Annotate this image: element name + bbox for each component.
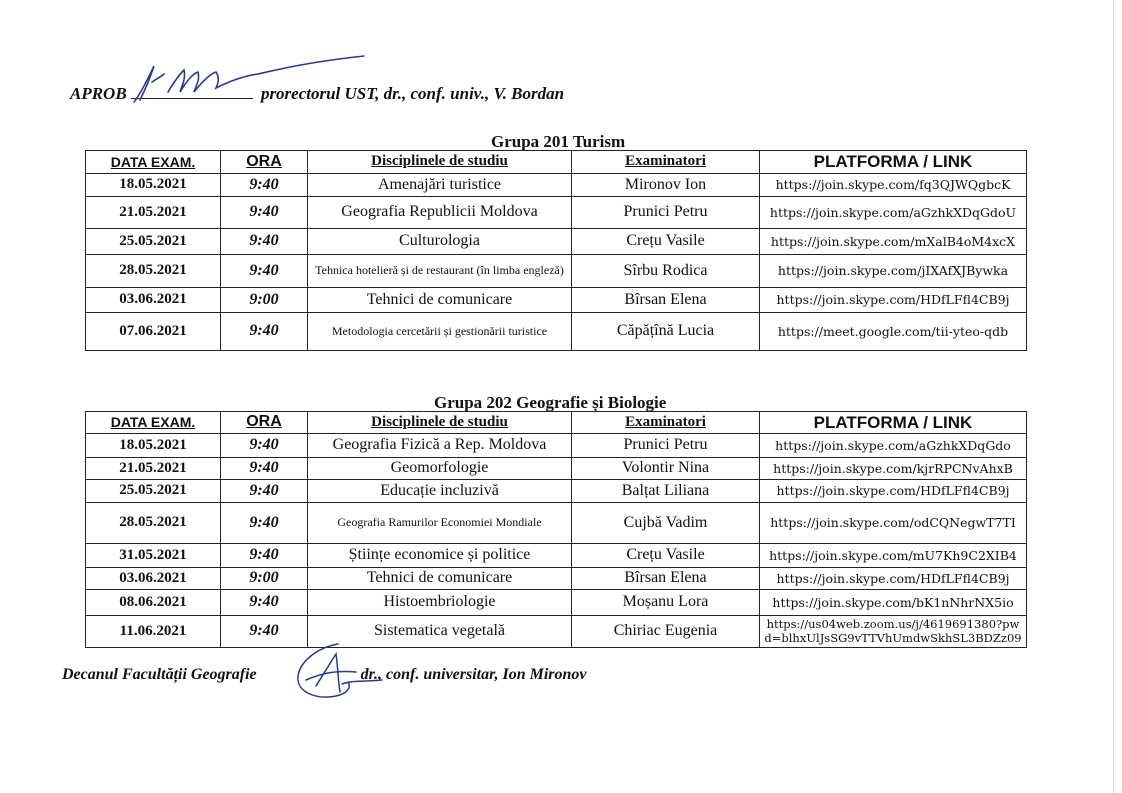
cell-discipline: Metodologia cercetării și gestionării turistice xyxy=(308,313,572,351)
cell-date: 21.05.2021 xyxy=(86,197,221,229)
table-row xyxy=(86,458,1027,480)
cell-discipline: Tehnici de comunicare xyxy=(308,568,572,590)
table-row xyxy=(86,229,1027,255)
cell-date: 18.05.2021 xyxy=(86,434,221,458)
cell-discipline: Culturologia xyxy=(308,229,572,255)
cell-link[interactable]: https://join.skype.com/kjrRPCNvAhxB xyxy=(760,458,1027,480)
cell-examiner: Prunici Petru xyxy=(572,197,760,229)
cell-discipline: Geografia Fizică a Rep. Moldova xyxy=(308,434,572,458)
cell-link[interactable]: https://join.skype.com/HDfLFfl4CB9j xyxy=(760,480,1027,503)
cell-discipline: Geografia Ramurilor Economiei Mondiale xyxy=(308,503,572,544)
signature-blank xyxy=(131,84,253,99)
cell-time: 9:40 xyxy=(221,174,308,197)
cell-date: 18.05.2021 xyxy=(86,174,221,197)
cell-link[interactable]: https://join.skype.com/aGzhkXDqGdo xyxy=(760,434,1027,458)
approval-line xyxy=(70,84,564,104)
cell-time: 9:40 xyxy=(221,544,308,568)
header-platform: PLATFORMA / LINK xyxy=(760,412,1027,434)
table-header-row xyxy=(86,151,1027,174)
cell-examiner: Balțat Liliana xyxy=(572,480,760,503)
cell-examiner: Volontir Nina xyxy=(572,458,760,480)
cell-time: 9:40 xyxy=(221,229,308,255)
cell-discipline: Geografia Republicii Moldova xyxy=(308,197,572,229)
cell-examiner: Cujbă Vadim xyxy=(572,503,760,544)
cell-date: 03.06.2021 xyxy=(86,288,221,313)
approval-label: APROB xyxy=(70,84,127,103)
cell-link[interactable]: https://join.skype.com/bK1nNhrNX5io xyxy=(760,590,1027,616)
table-row xyxy=(86,174,1027,197)
cell-date: 28.05.2021 xyxy=(86,255,221,288)
table-row xyxy=(86,616,1027,648)
cell-link[interactable]: https://join.skype.com/fq3QJWQgbcK xyxy=(760,174,1027,197)
cell-examiner: Căpățînă Lucia xyxy=(572,313,760,351)
group-202-title: Grupa 202 Geografie și Biologie xyxy=(434,393,667,412)
approval-text: prorectorul UST, dr., conf. univ., V. Bordan xyxy=(260,84,565,103)
table-row xyxy=(86,544,1027,568)
cell-link[interactable]: https://join.skype.com/HDfLFfl4CB9j xyxy=(760,568,1027,590)
schedule-table-201 xyxy=(85,150,1027,351)
table-row xyxy=(86,255,1027,288)
cell-examiner: Crețu Vasile xyxy=(572,544,760,568)
cell-time: 9:40 xyxy=(221,616,308,648)
cell-time: 9:40 xyxy=(221,255,308,288)
table-row xyxy=(86,568,1027,590)
cell-examiner: Bîrsan Elena xyxy=(572,568,760,590)
group-201-title: Grupa 201 Turism xyxy=(491,132,626,151)
header-platform: PLATFORMA / LINK xyxy=(760,151,1027,174)
cell-date: 21.05.2021 xyxy=(86,458,221,480)
cell-time: 9:40 xyxy=(221,197,308,229)
cell-link[interactable]: https://join.skype.com/mU7Kh9C2XIB4 xyxy=(760,544,1027,568)
cell-examiner: Moșanu Lora xyxy=(572,590,760,616)
cell-discipline: Educație incluzivă xyxy=(308,480,572,503)
cell-date: 28.05.2021 xyxy=(86,503,221,544)
cell-discipline: Geomorfologie xyxy=(308,458,572,480)
cell-link[interactable]: https://join.skype.com/odCQNegwT7TI xyxy=(760,503,1027,544)
cell-time: 9:00 xyxy=(221,288,308,313)
cell-date: 03.06.2021 xyxy=(86,568,221,590)
cell-time: 9:40 xyxy=(221,480,308,503)
cell-discipline: Științe economice și politice xyxy=(308,544,572,568)
cell-link[interactable]: https://meet.google.com/tii-yteo-qdb xyxy=(760,313,1027,351)
cell-link[interactable]: https://join.skype.com/aGzhkXDqGdoU xyxy=(760,197,1027,229)
cell-date: 25.05.2021 xyxy=(86,229,221,255)
cell-link[interactable]: https://join.skype.com/jIXAfXJBywka xyxy=(760,255,1027,288)
cell-examiner: Chiriac Eugenia xyxy=(572,616,760,648)
footer-label: Decanul Facultății Geografie xyxy=(62,666,257,683)
header-date: DATA EXAM. xyxy=(86,412,221,434)
cell-link[interactable]: https://join.skype.com/mXalB4oM4xcX xyxy=(760,229,1027,255)
cell-date: 31.05.2021 xyxy=(86,544,221,568)
cell-discipline: Histoembriologie xyxy=(308,590,572,616)
header-time: ORA xyxy=(221,151,308,174)
cell-examiner: Crețu Vasile xyxy=(572,229,760,255)
cell-examiner: Mironov Ion xyxy=(572,174,760,197)
schedule-table-202 xyxy=(85,411,1027,648)
table-header-row xyxy=(86,412,1027,434)
cell-examiner: Sîrbu Rodica xyxy=(572,255,760,288)
cell-time: 9:00 xyxy=(221,568,308,590)
header-examiner: Examinatori xyxy=(572,151,760,174)
cell-time: 9:40 xyxy=(221,313,308,351)
cell-examiner: Prunici Petru xyxy=(572,434,760,458)
cell-discipline: Tehnica hotelieră și de restaurant (în limba engleză) xyxy=(308,255,572,288)
table-row xyxy=(86,434,1027,458)
header-date: DATA EXAM. xyxy=(86,151,221,174)
header-examiner: Examinatori xyxy=(572,412,760,434)
header-time: ORA xyxy=(221,412,308,434)
table-row xyxy=(86,197,1027,229)
cell-date: 07.06.2021 xyxy=(86,313,221,351)
cell-time: 9:40 xyxy=(221,590,308,616)
table-row xyxy=(86,590,1027,616)
header-discipline: Disciplinele de studiu xyxy=(308,412,572,434)
table-row xyxy=(86,313,1027,351)
table-row xyxy=(86,503,1027,544)
header-discipline: Disciplinele de studiu xyxy=(308,151,572,174)
cell-date: 11.06.2021 xyxy=(86,616,221,648)
footer-line xyxy=(62,666,586,684)
cell-discipline: Amenajări turistice xyxy=(308,174,572,197)
cell-date: 25.05.2021 xyxy=(86,480,221,503)
cell-discipline: Sistematica vegetală xyxy=(308,616,572,648)
cell-discipline: Tehnici de comunicare xyxy=(308,288,572,313)
cell-examiner: Bîrsan Elena xyxy=(572,288,760,313)
footer-text: dr., conf. universitar, Ion Mironov xyxy=(360,666,587,683)
page-edge xyxy=(1113,0,1114,793)
cell-time: 9:40 xyxy=(221,458,308,480)
cell-time: 9:40 xyxy=(221,503,308,544)
table-row xyxy=(86,288,1027,313)
table-row xyxy=(86,480,1027,503)
cell-time: 9:40 xyxy=(221,434,308,458)
cell-date: 08.06.2021 xyxy=(86,590,221,616)
cell-link[interactable]: https://us04web.zoom.us/j/4619691380?pwd=blhxUlJsSG9vTTVhUmdwSkhSL3BDZz09 xyxy=(760,616,1027,648)
cell-link[interactable]: https://join.skype.com/HDfLFfl4CB9j xyxy=(760,288,1027,313)
